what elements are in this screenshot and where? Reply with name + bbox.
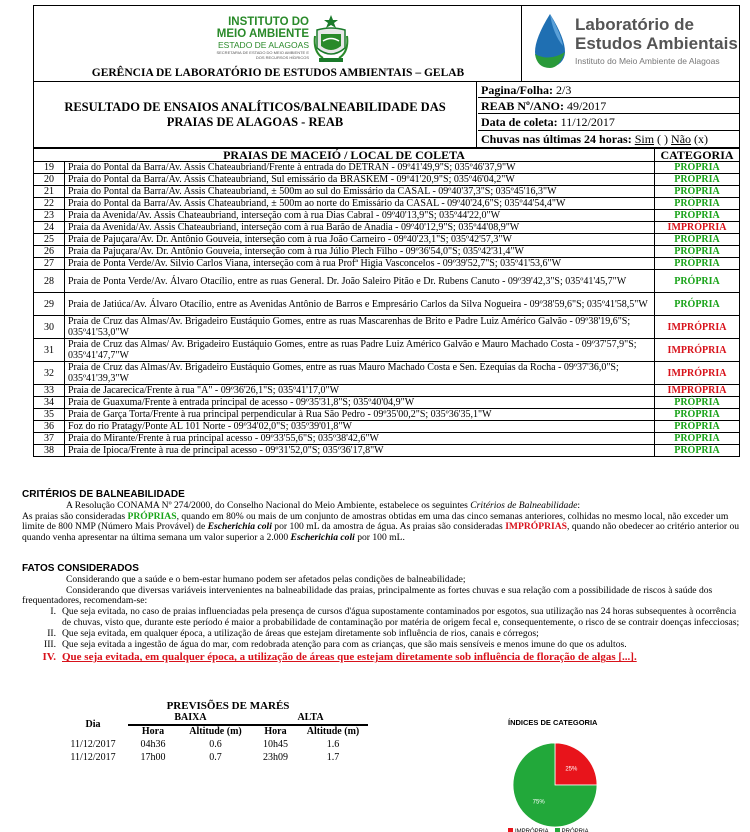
report-title-block bbox=[33, 82, 740, 148]
row-location: Foz do rio Pratagy/Ponte AL 101 Norte - 09º34'02,0"S; 035º39'01,8"W bbox=[64, 421, 654, 433]
page-value: 2/3 bbox=[556, 83, 572, 97]
criteria-section bbox=[22, 490, 744, 544]
alagoas-seal-icon bbox=[313, 14, 349, 64]
row-location: Praia da Avenida/Av. Assis Chateaubriand, interseção com à rua Barão de Anadia - 09º40'12,9"S; 035º44'08,9"W bbox=[64, 222, 654, 234]
table-row bbox=[34, 339, 740, 362]
row-category: PRÓPRIA bbox=[655, 293, 740, 316]
criteria-p1-end: : bbox=[577, 499, 581, 511]
row-number: 19 bbox=[34, 162, 65, 174]
row-category: PRÓPRIA bbox=[655, 246, 740, 258]
row-location: Praia do Mirante/Frente à rua principal acesso - 09º33'55,6"S; 035º38'42,6"W bbox=[64, 433, 654, 445]
row-location: Praia de Cruz das Almas/Av. Brigadeiro Eustáquio Gomes, entre as ruas Mascarenhas de Brito e Padre Luiz Américo Galvão - 09º38'19,6"S; 035º41'53,0"W bbox=[64, 316, 654, 339]
row-location: Praia de Guaxuma/Frente à entrada principal de acesso - 09º35'31,8"S; 035º40'04,9"W bbox=[64, 397, 654, 409]
date-label: Data de coleta: bbox=[481, 115, 558, 130]
tides-cell-baixa-alt: 0.6 bbox=[209, 738, 222, 750]
table-row bbox=[34, 409, 740, 421]
row-location: Praia do Pontal da Barra/Av. Assis Chateaubriand, ± 500m ao sul do Emissário da CASAL - 09º40'37,3"S; 035º45'16,3"W bbox=[64, 186, 654, 198]
page-label: Pagina/Folha: bbox=[481, 83, 554, 97]
report-meta bbox=[478, 82, 739, 147]
facts-item-4-number: IV. bbox=[42, 651, 56, 664]
table-row bbox=[34, 186, 740, 198]
tides-cell-baixa-hora: 04h36 bbox=[140, 738, 166, 750]
legend-swatch bbox=[508, 828, 513, 832]
criteria-heading: CRITÉRIOS DE BALNEABILIDADE bbox=[22, 489, 185, 500]
table-row bbox=[34, 385, 740, 397]
table-row bbox=[34, 198, 740, 210]
tides-cell-alta-hora: 10h45 bbox=[263, 738, 288, 750]
table-row bbox=[34, 234, 740, 246]
reab-value: 49/2017 bbox=[566, 99, 607, 114]
tides-section bbox=[58, 700, 368, 764]
row-number: 38 bbox=[34, 445, 65, 457]
ima-line4: SECRETARIA DE ESTADO DO MEIO AMBIENTE E DOS RECURSOS HÍDRICOS bbox=[216, 50, 309, 60]
row-location: Praia da Avenida/Av. Assis Chateaubriand, interseção com à rua Dias Cabral - 09º40'13,9"S; 035º44'22,0"W bbox=[64, 210, 654, 222]
facts-item bbox=[22, 607, 744, 629]
reab-row bbox=[478, 98, 739, 114]
row-category: PRÓPRIA bbox=[655, 409, 740, 421]
beach-table bbox=[33, 148, 740, 457]
facts-item-text: Que seja evitada, no caso de praias influenciadas pela presença de cursos d'água supostamente contaminados por esgotos, sua utilização nas 24 horas subsequentes à ocorrência de chuvas, visto que, durante este período é maior a probabilidade de contaminação por matéria de origem fecal e, consequentemente, o risco de se contrair doenças infecciosas; bbox=[62, 606, 740, 628]
row-number: 26 bbox=[34, 246, 65, 258]
category-header: CATEGORIA bbox=[655, 149, 740, 162]
facts-p2: Considerando que diversas variáveis intervenientes na balneabilidade das praias, principalmente as fortes chuvas e sua relação com a possibilidade de riscos à saúde dos frequentadores, recomendam-se: bbox=[22, 584, 713, 607]
row-category: PRÓPRIA bbox=[655, 270, 740, 293]
facts-section bbox=[22, 564, 744, 663]
report-title-line2: PRAIAS DE ALAGOAS - REAB bbox=[166, 114, 344, 129]
water-drop-icon bbox=[529, 12, 571, 72]
page-row bbox=[478, 82, 739, 98]
criteria-p2c: por 100 mL da amostra de água. As praias são consideradas bbox=[274, 521, 503, 533]
header-left bbox=[34, 6, 522, 81]
pie-chart-legend bbox=[508, 828, 595, 832]
facts-item-text: Que seja evitada, em qualquer época, a utilização de áreas que estejam diretamente sob influência de rios, canais e córregos; bbox=[62, 627, 539, 639]
row-category: PRÓPRIA bbox=[655, 397, 740, 409]
row-number: 37 bbox=[34, 433, 65, 445]
row-category: PRÓPRIA bbox=[655, 421, 740, 433]
gelab-title: GERÊNCIA DE LABORATÓRIO DE ESTUDOS AMBIENTAIS – GELAB bbox=[91, 67, 465, 79]
tides-header-row-1 bbox=[58, 712, 368, 725]
row-number: 29 bbox=[34, 293, 65, 316]
legend-swatch bbox=[555, 828, 560, 832]
facts-item bbox=[22, 640, 744, 651]
tides-baixa-header: BAIXA bbox=[174, 712, 207, 723]
row-category: PRÓPRIA bbox=[655, 174, 740, 186]
table-row bbox=[34, 445, 740, 457]
table-row bbox=[34, 421, 740, 433]
tides-row bbox=[58, 738, 368, 751]
date-row bbox=[478, 114, 739, 130]
tides-cell-dia: 11/12/2017 bbox=[70, 738, 116, 750]
lab-line3: Instituto do Meio Ambiente de Alagoas bbox=[575, 56, 720, 66]
header-right bbox=[523, 6, 739, 81]
reab-label: REAB Nº/ANO: bbox=[481, 99, 564, 114]
table-row bbox=[34, 270, 740, 293]
row-location: Praia de Cruz das Almas/ Av. Brigadeiro Eustáquio Gomes, entre as ruas Padre Luiz Américo Galvão e Mauro Machado Costa - 09º37'57,9"S; 035º41'47,7"W bbox=[64, 339, 654, 362]
pie-data-label: 75% bbox=[532, 799, 545, 806]
row-number: 20 bbox=[34, 174, 65, 186]
table-row bbox=[34, 162, 740, 174]
rain-nao-mark: (x) bbox=[694, 131, 709, 146]
beach-table-body bbox=[34, 162, 740, 457]
row-location: Praia do Pontal da Barra/Av. Assis Chateaubriand, Sul emissário da BRASKEM - 09º41'20,9"S; 035º46'04,2"W bbox=[64, 174, 654, 186]
pie-chart-title: ÍNDICES DE CATEGORIA bbox=[508, 718, 598, 727]
row-location: Praia de Cruz das Almas/Av. Brigadeiro Eustáquio Gomes, entre as ruas Mauro Machado Costa e Sen. Ezequias da Rocha - 09º37'36,0"S; 035º41'39,3"W bbox=[64, 362, 654, 385]
legend-label: PRÓPRIA bbox=[561, 829, 589, 832]
criteria-p2e: por 100 mL. bbox=[357, 532, 405, 544]
tides-row bbox=[58, 751, 368, 764]
criteria-p1-text: A Resolução CONAMA Nº 274/2000, do Conselho Nacional do Meio Ambiente, estabelece os seguintes bbox=[66, 499, 468, 511]
tides-cell-baixa-hora: 17h00 bbox=[140, 751, 166, 763]
report-title bbox=[34, 82, 477, 147]
report-header bbox=[33, 5, 740, 82]
ima-line3: ESTADO DE ALAGOAS bbox=[217, 40, 309, 50]
row-category: PRÓPRIA bbox=[655, 433, 740, 445]
row-number: 36 bbox=[34, 421, 65, 433]
facts-item-4-text: Que seja evitada, em qualquer época, a utilização de áreas que estejam diretamente sob influência de floração de algas [...]. bbox=[62, 651, 637, 664]
table-row bbox=[34, 316, 740, 339]
row-number: 34 bbox=[34, 397, 65, 409]
lab-line1: Laboratório de bbox=[575, 15, 695, 34]
criteria-propria: PRÓPRIAS bbox=[127, 510, 177, 522]
row-category: IMPRÓPRIA bbox=[655, 316, 740, 339]
row-location: Praia de Ponta Verde/Av. Silvio Carlos Viana, interseção com à rua Profª Higia Vasconcelos - 09º39'52,7"S; 035º41'53,6"W bbox=[64, 258, 654, 270]
facts-item-text: Que seja evitada a ingestão de água do mar, com redobrada atenção para com as crianças, que são mais sensíveis e menos imune do que os adultos. bbox=[62, 638, 627, 650]
ima-line2: MEIO AMBIENTE bbox=[216, 28, 309, 40]
row-category: IMPRÓPRIA bbox=[655, 222, 740, 234]
row-location: Praia de Ponta Verde/Av. Álvaro Otacílio, entre as ruas General. Dr. João Saleiro Pitão e Dr. Rubens Canuto - 09º39'42,3"S; 035º41'45,7"W bbox=[64, 270, 654, 293]
table-row bbox=[34, 174, 740, 186]
facts-p1: Considerando que a saúde e o bem-estar humano podem ser afetados pelas condições de balneabilidade; bbox=[66, 573, 466, 585]
row-number: 23 bbox=[34, 210, 65, 222]
criteria-ecoli-1: Escherichia coli bbox=[207, 521, 272, 533]
row-number: 35 bbox=[34, 409, 65, 421]
row-location: Praia do Pontal da Barra/Av. Assis Chateaubriand, ± 500m ao norte do Emissário da CASAL - 09º40'24,6"S; 035º44'54,4"W bbox=[64, 198, 654, 210]
facts-heading: FATOS CONSIDERADOS bbox=[22, 563, 139, 574]
tides-table bbox=[58, 712, 368, 764]
row-number: 28 bbox=[34, 270, 65, 293]
tides-cell-alta-alt: 1.6 bbox=[326, 738, 340, 750]
row-number: 24 bbox=[34, 222, 65, 234]
criteria-p2d: , quando não obedecer ao critério anterior ou quando venha apresentar na última semana um valor superior a 2.000 bbox=[22, 521, 740, 544]
date-value: 11/12/2017 bbox=[560, 115, 615, 130]
category-pie-chart bbox=[505, 735, 605, 832]
rain-nao: Não bbox=[671, 131, 692, 146]
table-row bbox=[34, 293, 740, 316]
row-category: IMPRÓPRIA bbox=[655, 385, 740, 397]
tides-dia-header: Dia bbox=[85, 719, 101, 730]
rain-sim-mark: ( ) bbox=[657, 131, 669, 146]
facts-item-number: II. bbox=[47, 627, 56, 639]
tides-baixa-hora-header: Hora bbox=[128, 725, 178, 738]
ima-logo-text bbox=[209, 16, 309, 60]
row-category: IMPRÓPRIA bbox=[655, 339, 740, 362]
row-category: PRÓPRIA bbox=[655, 198, 740, 210]
rain-label: Chuvas nas últimas 24 horas: bbox=[481, 131, 632, 146]
row-number: 22 bbox=[34, 198, 65, 210]
tides-alta-hora-header: Hora bbox=[253, 725, 298, 738]
row-number: 27 bbox=[34, 258, 65, 270]
table-row bbox=[34, 258, 740, 270]
facts-item-4 bbox=[22, 652, 744, 663]
legend-label: IMPRÓPRIA bbox=[515, 829, 549, 832]
tides-alta-header: ALTA bbox=[297, 712, 324, 723]
ima-line1: INSTITUTO DO bbox=[228, 16, 309, 28]
pie-data-label: 25% bbox=[565, 766, 578, 773]
criteria-p2b: , quando em 80% ou mais de um conjunto de amostras obtidas em uma das cinco semanas anteriores, colhidas no mesmo local, não exceder um limite de 800 NMP (Número Mais Provável) de bbox=[22, 510, 729, 533]
row-number: 32 bbox=[34, 362, 65, 385]
rain-row bbox=[478, 131, 739, 147]
facts-item-number: III. bbox=[44, 638, 56, 650]
tides-alta-altitude-header: Altitude (m) bbox=[298, 725, 368, 738]
row-location: Praia de Ipioca/Frente à rua de principal acesso - 09º31'52,0"S; 035º36'17,8"W bbox=[64, 445, 654, 457]
row-category: PRÓPRIA bbox=[655, 445, 740, 457]
ima-logo bbox=[209, 14, 369, 69]
tides-cell-alta-alt: 1.7 bbox=[326, 751, 340, 763]
criteria-p2a: As praias são consideradas bbox=[22, 510, 126, 522]
pie-slice-imprópria bbox=[555, 743, 597, 785]
beach-table-header bbox=[34, 149, 740, 162]
facts-list bbox=[22, 607, 744, 650]
row-category: IMPRÓPRIA bbox=[655, 362, 740, 385]
tides-baixa-altitude-header: Altitude (m) bbox=[178, 725, 253, 738]
tides-cell-baixa-alt: 0.7 bbox=[209, 751, 222, 763]
row-location: Praia do Pontal da Barra/Av. Assis Chateaubriand/Frente à entrada do DETRAN - 09º41'49,9"S; 035º46'37,9"W bbox=[64, 162, 654, 174]
table-row bbox=[34, 433, 740, 445]
row-number: 30 bbox=[34, 316, 65, 339]
criteria-ecoli-2: Escherichia coli bbox=[290, 532, 355, 544]
tides-cell-alta-hora: 23h09 bbox=[263, 751, 288, 763]
row-number: 25 bbox=[34, 234, 65, 246]
lab-line2: Estudos Ambientais bbox=[575, 34, 738, 53]
row-location: Praia de Pajuçara/Av. Dr. Antônio Gouveia, interseção com à rua João Carneiro - 09º40'23,1"S; 035º42'57,3"W bbox=[64, 234, 654, 246]
row-number: 31 bbox=[34, 339, 65, 362]
row-number: 33 bbox=[34, 385, 65, 397]
table-row bbox=[34, 222, 740, 234]
facts-item-number: I. bbox=[50, 606, 56, 618]
criteria-impropria: IMPRÓPRIAS bbox=[505, 521, 568, 533]
tides-body bbox=[58, 738, 368, 764]
row-category: PRÓPRIA bbox=[655, 186, 740, 198]
row-category: PRÓPRIA bbox=[655, 258, 740, 270]
row-category: PRÓPRIA bbox=[655, 162, 740, 174]
tides-cell-dia: 11/12/2017 bbox=[70, 751, 116, 763]
row-location: Praia de Garça Torta/Frente à rua principal perpendicular à Rua São Pedro - 09º35'00,2"S; 035º36'35,1"W bbox=[64, 409, 654, 421]
table-row bbox=[34, 210, 740, 222]
report-title-line1: RESULTADO DE ENSAIOS ANALÍTICOS/BALNEABILIDADE DAS bbox=[64, 99, 446, 114]
row-location: Praia da Pajuçara/Av. Dr. Antônio Gouveia, interseção com à rua Júlio Plech Filho - 09º36'54,0"S; 035º42'31,4"W bbox=[64, 246, 654, 258]
row-number: 21 bbox=[34, 186, 65, 198]
row-category: PRÓPRIA bbox=[655, 234, 740, 246]
criteria-p1-italic: Critérios de Balneabilidade bbox=[470, 499, 578, 511]
table-row bbox=[34, 397, 740, 409]
rain-sim: Sim bbox=[634, 131, 655, 146]
row-location: Praia de Jacarecica/Frente à rua "A" - 09º36'26,1"S; 035º41'17,0"W bbox=[64, 385, 654, 397]
criteria-p2 bbox=[22, 512, 744, 544]
row-category: PRÓPRIA bbox=[655, 210, 740, 222]
table-row bbox=[34, 362, 740, 385]
table-row bbox=[34, 246, 740, 258]
location-header: PRAIAS DE MACEIÓ / LOCAL DE COLETA bbox=[34, 149, 655, 162]
row-location: Praia de Jatiúca/Av. Álvaro Otacílio, entre as Avenidas Antônio de Barros e Empresário Carlos da Silva Nogueira - 09º38'59,6"S; 035º41'58,5"W bbox=[64, 293, 654, 316]
tides-title: PREVISÕES DE MARÉS bbox=[166, 700, 290, 712]
